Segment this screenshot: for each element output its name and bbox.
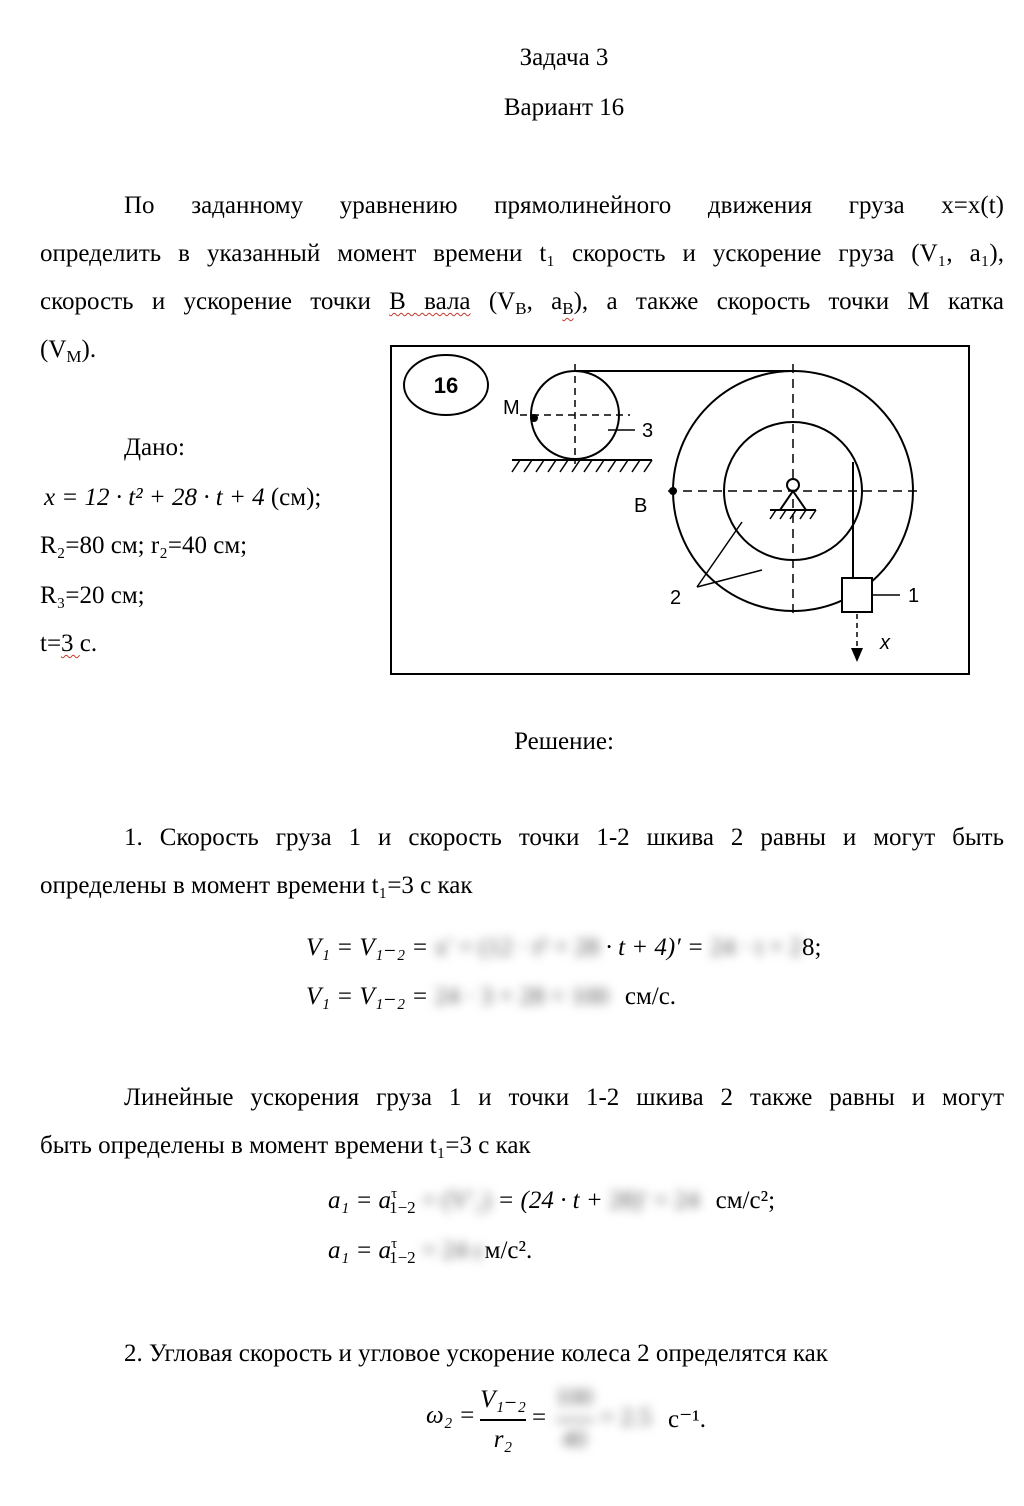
wavy-underlined-text: В вала (389, 288, 471, 315)
given-r2: R₂=80 см; r₂=40 см; (40, 532, 248, 559)
label-3: 3 (642, 420, 654, 442)
point-B (669, 487, 677, 495)
mechanism-diagram (390, 344, 972, 676)
blurred-result: = 2.5 (600, 1404, 652, 1431)
blurred-expression: 28)′ = 24 (608, 1187, 700, 1214)
problem-line-3: скорость и ускорение точки В вала ($V_B$, $a_B$), а также скорость точки М катка (40, 288, 1004, 318)
label-x: x (880, 632, 890, 654)
label-2: 2 (670, 587, 682, 609)
fraction-denominator: r₂ (493, 1426, 513, 1453)
formula-omega-lhs: ω₂ = (426, 1402, 476, 1429)
problem-line-2: определить в указанный момент времени t₁ скорость и ускорение груза (V₁, a₁), (40, 240, 1004, 267)
blurred-denominator: 40 (561, 1426, 587, 1453)
formula-velocity-2: V₁ = V₁₋₂ = 24 · 3 + 28 = 100 см/с. (306, 983, 677, 1010)
given-time: t=3 с. (40, 630, 98, 657)
blurred-numerator: 100 (555, 1384, 593, 1411)
problem-line-1: По заданному уравнению прямолинейного движения груза x=x(t) (124, 192, 1004, 219)
blurred-expression: = (V′₁) (421, 1187, 492, 1214)
solution-p2-line1: Линейные ускорения груза 1 и точки 1-2 шкива 2 также равны и могут (124, 1084, 1004, 1111)
formula-accel-2: $a_1 = a^\tau_{1-2} = 24$ см/с². (328, 1236, 533, 1267)
problem-line-4: $(V_M)$. (40, 336, 97, 366)
x-arrow-head (851, 648, 863, 662)
formula-velocity-1: V₁ = V₁₋₂ = x′ = (12 · t² + 28 · t + 4)′ = 24 · t + 28; (306, 934, 822, 961)
given-title: Дано: (124, 434, 185, 461)
task-title: Задача 3 (519, 44, 609, 71)
omega-unit: c⁻¹. (668, 1406, 707, 1433)
blurred-expression: 24 · 3 + 28 = 100 (434, 983, 609, 1010)
label-B: B (634, 495, 648, 517)
solution-p1-line1: 1. Скорость груза 1 и скорость точки 1-2 шкива 2 равны и могут быть (124, 824, 1004, 851)
point-M (530, 414, 538, 422)
blurred-expression: = 24 с (421, 1237, 485, 1264)
blurred-fraction-bar (556, 1419, 594, 1421)
ground-hatching (512, 460, 652, 472)
variant-label: 16 (433, 373, 459, 398)
fraction-numerator: V₁₋₂ (480, 1386, 526, 1413)
solution-p3-line1: 2. Угловая скорость и угловое ускорение колеса 2 определятся как (124, 1340, 828, 1367)
given-r3: R₃=20 см; (40, 582, 145, 609)
solution-p2-line2: быть определены в момент времени t₁=3 с как (40, 1132, 531, 1159)
blurred-expression: 24 · t + 2 (710, 934, 802, 961)
label-M: M (503, 397, 520, 419)
label-1: 1 (908, 585, 920, 607)
formula-accel-1: $a_1 = a^\tau_{1-2} = (V'_1) = (24 \cdot t + 28)' = 24$ см/с²; (328, 1186, 776, 1217)
formula-omega-eq: = (532, 1404, 547, 1431)
solution-p1-line2: определены в момент времени t₁=3 с как (40, 872, 473, 899)
load-1 (842, 578, 872, 612)
solution-title: Решение: (514, 728, 614, 755)
given-equation: x = 12 · t² + 28 · t + 4 (см); (44, 484, 322, 511)
fraction-bar (480, 1419, 526, 1421)
pivot (787, 479, 799, 491)
diagram-frame (391, 346, 969, 674)
blurred-expression: x′ = (12 · t² + 28 (434, 934, 600, 961)
variant-title: Вариант 16 (503, 94, 625, 121)
